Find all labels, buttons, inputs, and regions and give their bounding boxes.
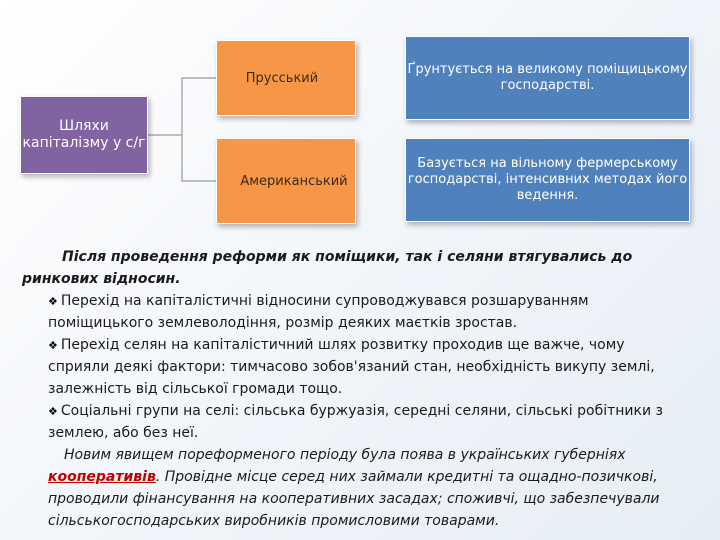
- bullet-1-line-1: Перехід на капіталістичні відносини супроводжувався розшаруванням: [60, 293, 589, 309]
- description-prussian-text: Ґрунтується на великому поміщицькому господарстві.: [407, 62, 688, 93]
- final-line-2: [48, 466, 658, 488]
- connector-root-american: [182, 135, 216, 181]
- body-text: [0, 244, 720, 540]
- root-node-label: Шляхи капіталізму у с/г: [22, 118, 146, 151]
- bullet-3-line-1: Соціальні групи на селі: сільська буржуазія, середні селяни, сільські робітники з: [60, 403, 663, 419]
- bullet-1-line-2: поміщицького землеволодіння, розмір деяких маєтків зростав.: [48, 315, 518, 331]
- bullet-2-line-2: сприяли деякі фактори: тимчасово зобов'язаний стан, необхідність викупу землі,: [48, 359, 655, 375]
- final-line-3: проводили фінансування на кооперативних засадах; споживчі, що забезпечували: [48, 491, 660, 507]
- branch-prussian-label: Прусський: [245, 70, 319, 86]
- intro-line-2: ринкових відносин.: [22, 271, 181, 287]
- intro-line-1: Після проведення реформи як поміщики, так і селяни втягувались до: [62, 249, 633, 265]
- cooperatives-highlight: кооперативів: [48, 469, 156, 485]
- diamond-bullet-icon: ❖: [48, 405, 58, 418]
- root-node: [20, 96, 148, 174]
- final-line-4: сільськогосподарських виробників промисловими товарами.: [48, 513, 500, 529]
- final-line-2-rest: . Провідне місце серед них займали кредитні та ощадно-позичкові,: [155, 469, 658, 485]
- branch-american: [216, 138, 356, 224]
- branch-american-label: Американський: [240, 173, 348, 189]
- description-american-text: Базується на вільному фермерському господарстві, інтенсивних методах його ведення.: [407, 156, 688, 203]
- diamond-bullet-icon: ❖: [48, 339, 58, 352]
- description-american: [405, 138, 690, 222]
- description-prussian: [405, 36, 690, 120]
- bullet-2: [48, 334, 625, 356]
- bullet-2-line-1: Перехід селян на капіталістичний шлях розвитку проходив ще важче, чому: [60, 337, 625, 353]
- bullet-3: [48, 400, 663, 422]
- bullet-3-line-2: землею, або без неї.: [48, 425, 199, 441]
- diamond-bullet-icon: ❖: [48, 295, 58, 308]
- final-line-1: Новим явищем пореформеного періоду була поява в українських губерніях: [64, 447, 626, 463]
- bullet-1: [48, 290, 589, 312]
- connector-root-prussian: [148, 78, 216, 135]
- bullet-2-line-3: залежність від сільської громади тощо.: [48, 381, 343, 397]
- branch-prussian: [216, 40, 356, 116]
